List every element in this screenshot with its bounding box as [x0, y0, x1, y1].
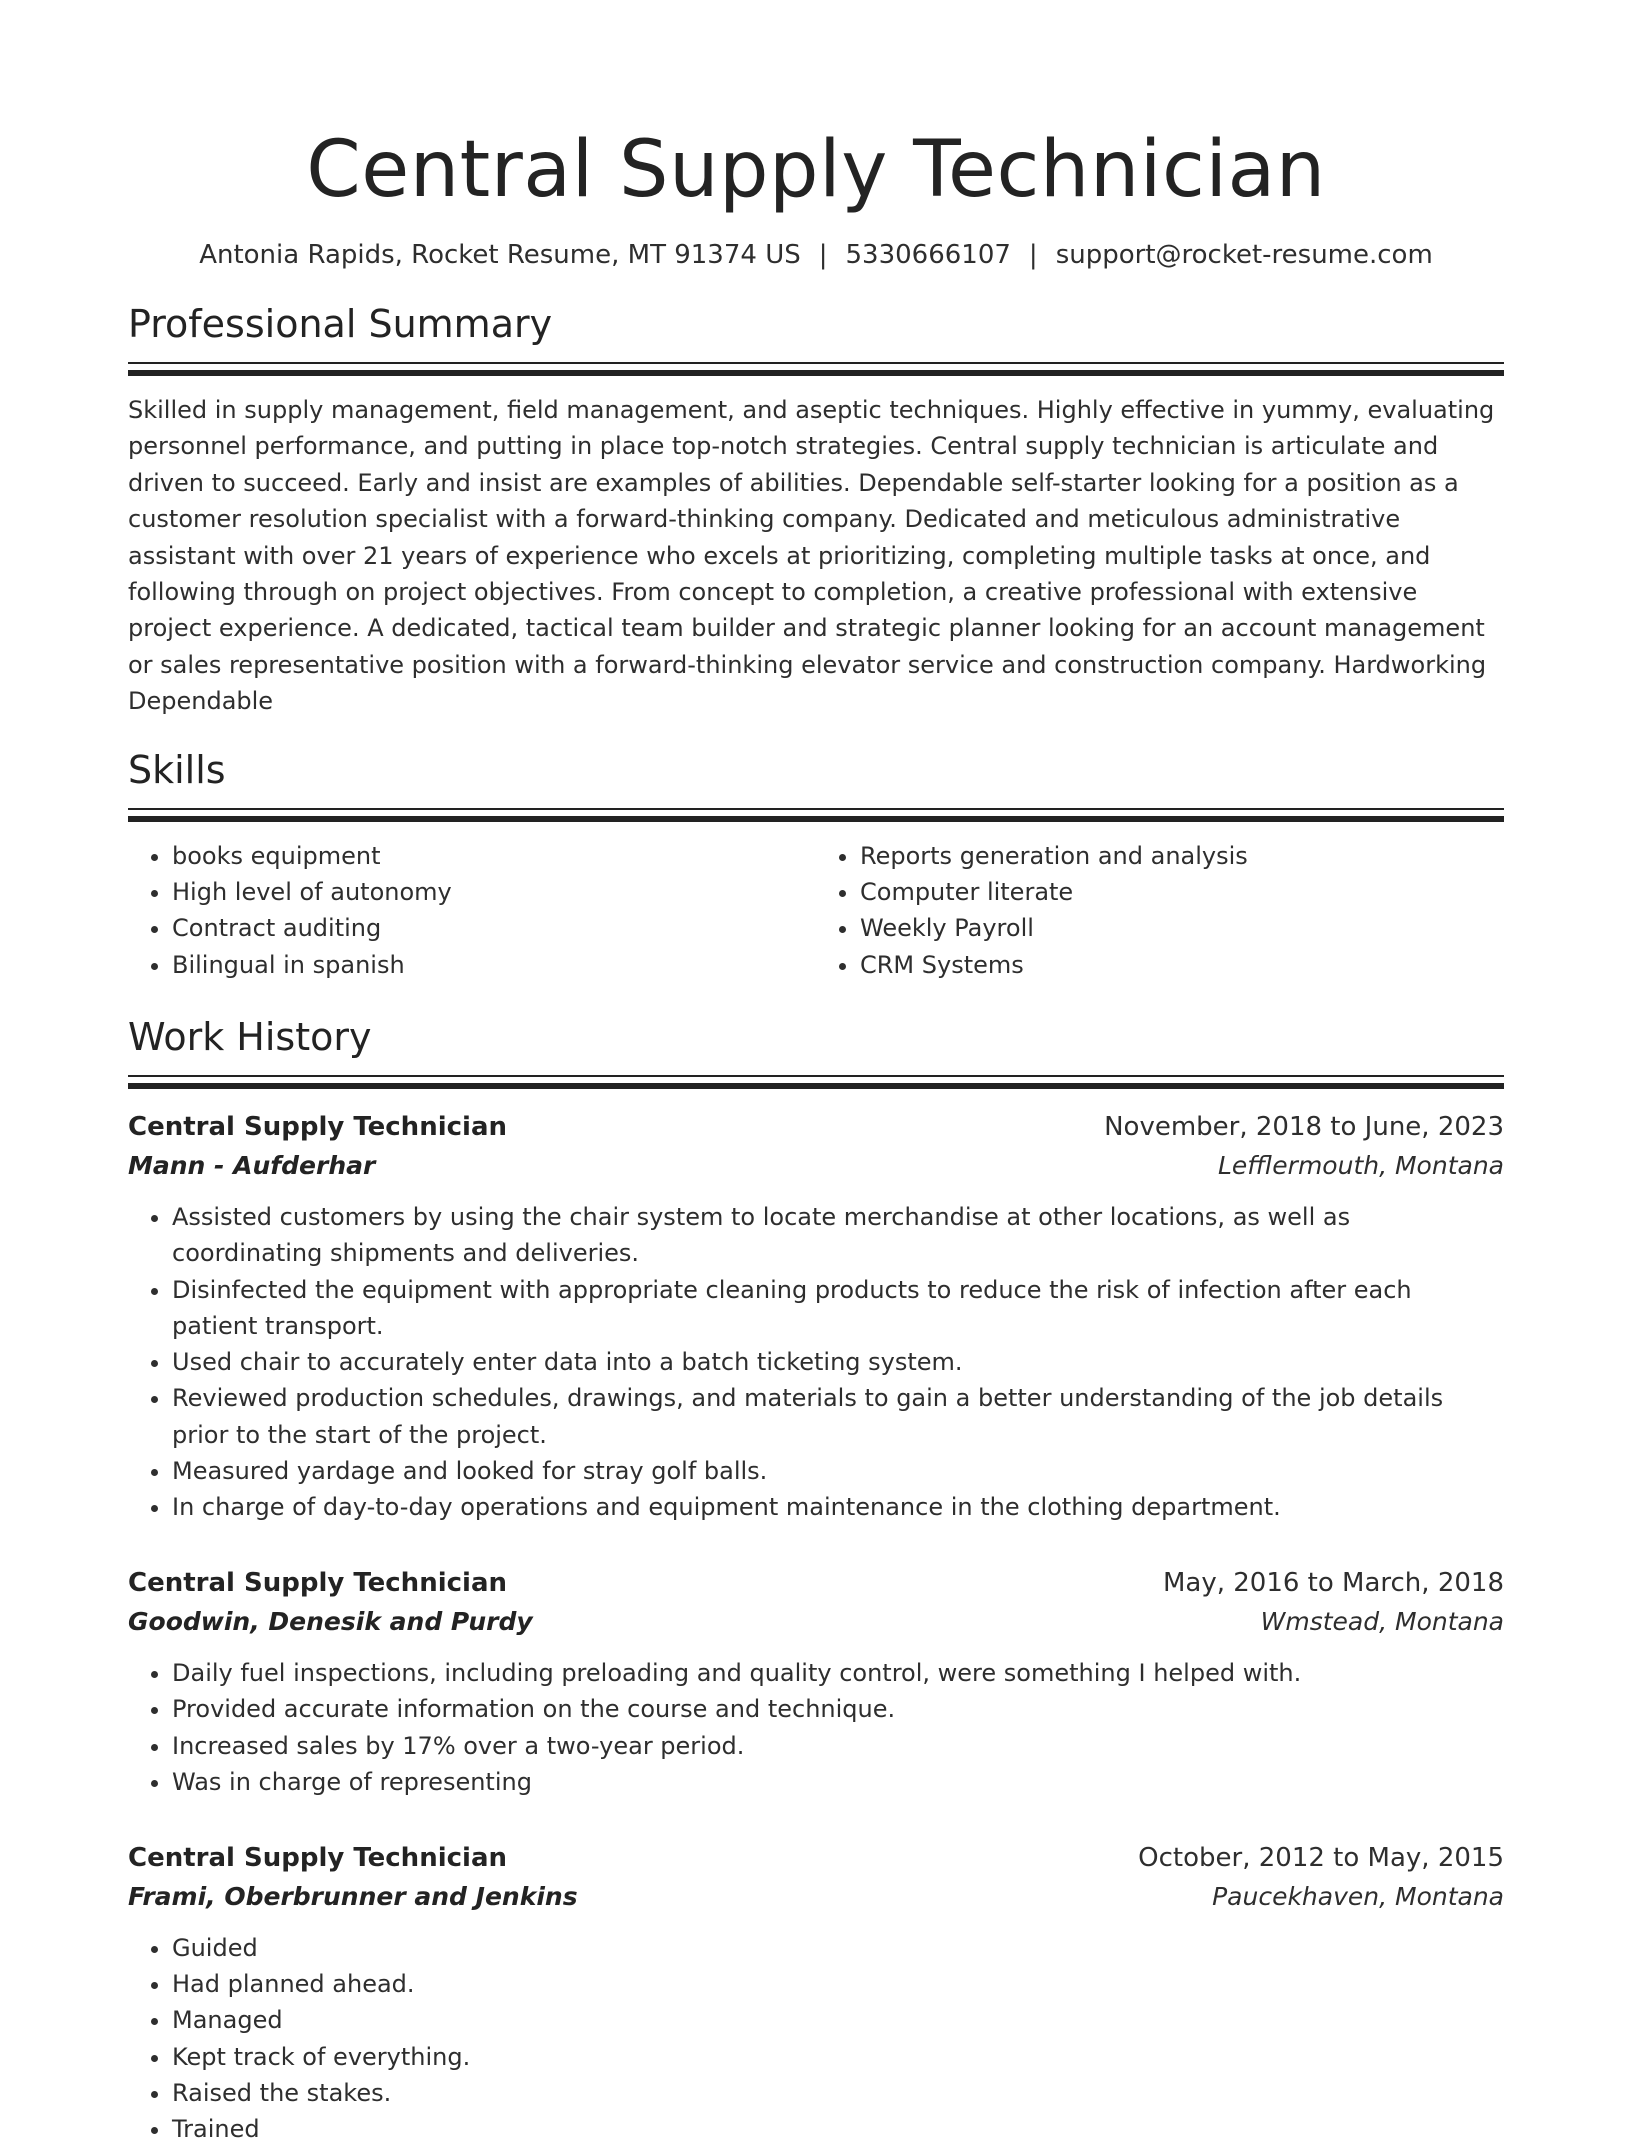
contact-separator: | [818, 240, 828, 270]
job-company: Goodwin, Denesik and Purdy [128, 1607, 533, 1637]
job-bullet: • Raised the stakes. [172, 2075, 1504, 2111]
job-bullet: • Was in charge of representing [172, 1764, 1504, 1800]
job-bullet: • Reviewed production schedules, drawings, and materials to gain a better understanding of the job details prior to the start of the project. [172, 1380, 1504, 1452]
job-entry [128, 1838, 1504, 2147]
job-bullet: • Guided [172, 1930, 1504, 1966]
skill-item: • Reports generation and analysis [860, 838, 1504, 874]
job-header-row [128, 1563, 1504, 1603]
job-bullet: • Provided accurate information on the course and technique. [172, 1691, 1504, 1727]
skill-item: • Contract auditing [172, 910, 816, 946]
job-bullet: • Assisted customers by using the chair system to locate merchandise at other locations, as well as coordinating shipments and deliveries. [172, 1199, 1504, 1271]
section-divider-thin [128, 362, 1504, 364]
job-location: Paucekhaven, Montana [1212, 1881, 1504, 1911]
section-divider-thick [128, 816, 1504, 822]
job-bullet: • Increased sales by 17% over a two-year period. [172, 1728, 1504, 1764]
job-bullet: • In charge of day-to-day operations and equipment maintenance in the clothing department. [172, 1489, 1504, 1525]
job-title: Central Supply Technician [128, 1568, 507, 1599]
job-bullets [128, 1199, 1504, 1525]
section-heading-summary: Professional Summary [128, 302, 553, 346]
job-entry [128, 1563, 1504, 1800]
contact-separator: | [1028, 240, 1038, 270]
job-dates: November, 2018 to June, 2023 [1104, 1112, 1504, 1143]
section-heading-skills: Skills [128, 747, 226, 792]
resume-page [128, 0, 1504, 2147]
job-bullet: • Measured yardage and looked for stray golf balls. [172, 1453, 1504, 1489]
job-bullets [128, 1930, 1504, 2147]
contact-line [128, 238, 1504, 272]
professional-summary-section [128, 300, 1504, 720]
job-bullets [128, 1655, 1504, 1800]
contact-email: support@rocket-resume.com [1055, 240, 1433, 270]
summary-paragraph: Skilled in supply management, field management, and aseptic techniques. Highly effective in yummy, evaluating personnel performance, and putting in place top-notch strategies. Central supply technician is articulate and driven to succeed. Early and insist are examples of abilities. Dependable self-starter looking for a position as a customer resolution specialist with a forward-thinking company. Dedicated and meticulous administrative assistant with over 21 years of experience who excels at prioritizing, completing multiple tasks at once, and following through on project objectives. From concept to completion, a creative professional with extensive project experience. A dedicated, tactical team builder and strategic planner looking for an account management or sales representative position with a forward-thinking elevator service and construction company. Hardworking Dependable [128, 396, 1495, 716]
job-entry [128, 1107, 1504, 1525]
skills-grid [128, 838, 1504, 984]
job-dates: October, 2012 to May, 2015 [1138, 1842, 1504, 1873]
job-bullet: • Used chair to accurately enter data into a batch ticketing system. [172, 1344, 1504, 1380]
resume-title: Central Supply Technician [306, 125, 1326, 215]
job-bullet: • Had planned ahead. [172, 1966, 1504, 2002]
job-bullet: • Disinfected the equipment with appropriate cleaning products to reduce the risk of infection after each patient transport. [172, 1272, 1504, 1344]
job-bullet: • Trained [172, 2111, 1504, 2147]
job-header-row [128, 1838, 1504, 1878]
section-divider-thin [128, 808, 1504, 810]
contact-address: Antonia Rapids, Rocket Resume, MT 91374 US [199, 240, 801, 270]
job-company: Frami, Oberbrunner and Jenkins [128, 1881, 578, 1911]
job-subheader-row [128, 1878, 1504, 1916]
skill-item: • books equipment [172, 838, 816, 874]
section-divider-thick [128, 1083, 1504, 1089]
job-location: Lefflermouth, Montana [1218, 1151, 1504, 1181]
job-bullet: • Kept track of everything. [172, 2039, 1504, 2075]
section-divider-thin [128, 1075, 1504, 1077]
section-heading-work: Work History [128, 1015, 372, 1060]
job-location: Wmstead, Montana [1260, 1607, 1504, 1637]
job-title: Central Supply Technician [128, 1112, 507, 1143]
skills-section [128, 746, 1504, 984]
work-history-section [128, 1013, 1504, 2147]
job-subheader-row [128, 1147, 1504, 1185]
job-title: Central Supply Technician [128, 1842, 507, 1873]
skills-column-right [816, 838, 1504, 984]
contact-phone: 5330666107 [845, 240, 1011, 270]
job-bullet: • Daily fuel inspections, including preloading and quality control, were something I helped with. [172, 1655, 1504, 1691]
job-header-row [128, 1107, 1504, 1147]
section-divider-thick [128, 370, 1504, 376]
skills-column-left [128, 838, 816, 984]
job-bullet: • Managed [172, 2002, 1504, 2038]
skill-item: • Bilingual in spanish [172, 947, 816, 983]
job-subheader-row [128, 1603, 1504, 1641]
skill-item: • Computer literate [860, 874, 1504, 910]
skill-item: • Weekly Payroll [860, 910, 1504, 946]
job-dates: May, 2016 to March, 2018 [1162, 1568, 1504, 1599]
skill-item: • High level of autonomy [172, 874, 816, 910]
job-company: Mann - Aufderhar [128, 1151, 376, 1181]
skill-item: • CRM Systems [860, 947, 1504, 983]
